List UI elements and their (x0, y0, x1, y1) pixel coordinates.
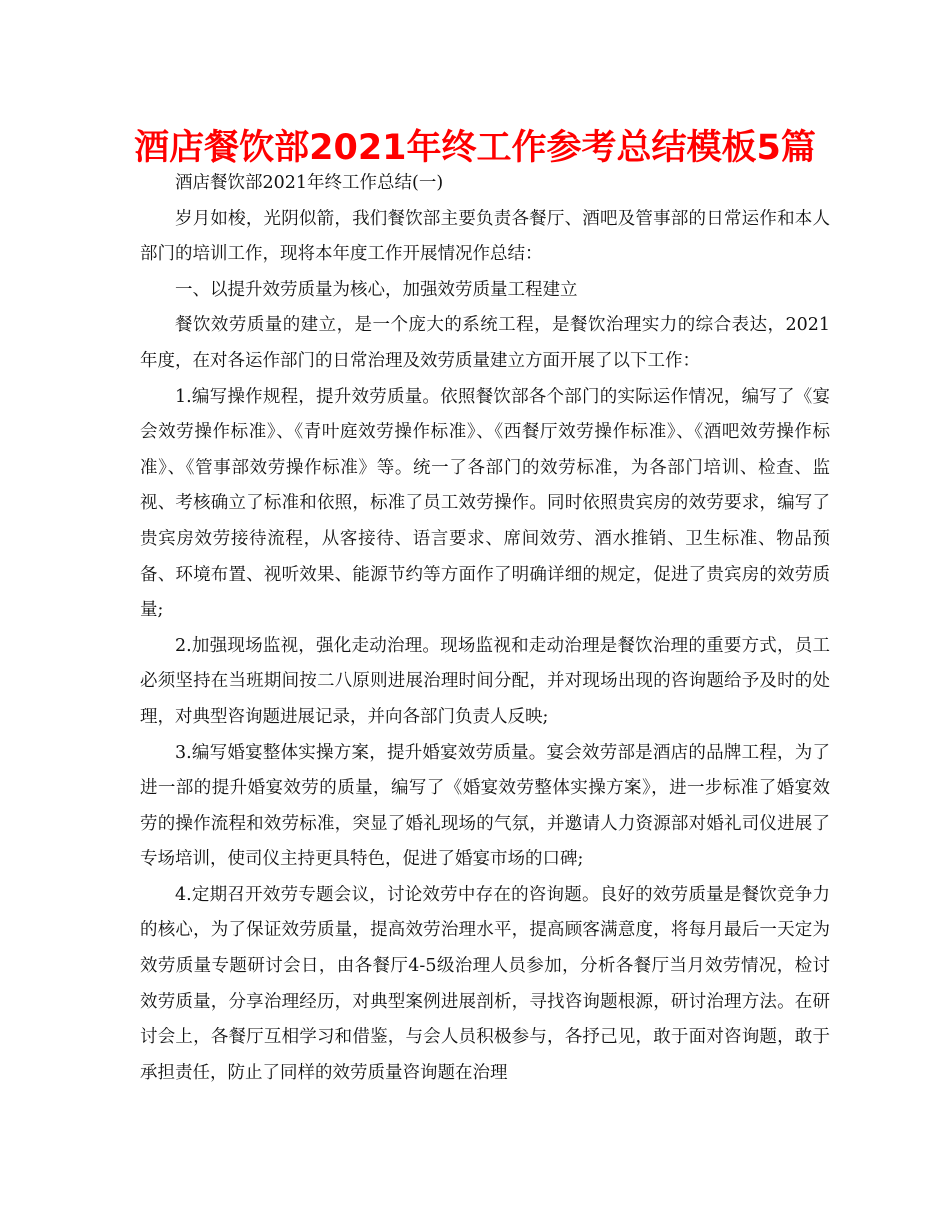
subtitle-paragraph: 酒店餐饮部2021年终工作总结(一) (175, 173, 444, 193)
body-paragraph: 餐饮效劳质量的建立，是一个庞大的系统工程，是餐饮治理实力的综合表达，2021年度，在对各运作部门的日常治理及效劳质量建立方面开展了以下工作： (140, 315, 830, 371)
body-paragraph: 2.加强现场监视，强化走动治理。现场监视和走动治理是餐饮治理的重要方式，员工必须坚持在当班期间按二八原则进展治理时间分配，并对现场出现的咨询题给予及时的处理，对典型咨询题进展记录，并向各部门负责人反映; (140, 635, 830, 727)
intro-paragraph: 岁月如梭，光阴似箭，我们餐饮部主要负责各餐厅、酒吧及管事部的日常运作和本人部门的培训工作，现将本年度工作开展情况作总结： (140, 208, 830, 265)
document-body (140, 166, 830, 1091)
section-heading: 一、以提升效劳质量为核心，加强效劳质量工程建立 (175, 279, 578, 300)
body-paragraph: 4.定期召开效劳专题会议，讨论效劳中存在的咨询题。良好的效劳质量是餐饮竞争力的核心，为了保证效劳质量，提高效劳治理水平，提高顾客满意度，将每月最后一天定为效劳质量专题研讨会日，由各餐厅4-5级治理人员参加，分析各餐厅当月效劳情况，检讨效劳质量，分享治理经历，对典型案例进展剖析，寻找咨询题根源，研讨治理方法。在研讨会上，各餐厅互相学习和借鉴，与会人员积极参与，各抒己见，敢于面对咨询题，敢于承担责任，防止了同样的效劳质量咨询题在治理 (140, 884, 830, 1083)
body-paragraph: 3.编写婚宴整体实操方案，提升婚宴效劳质量。宴会效劳部是酒店的品牌工程，为了进一部的提升婚宴效劳的质量，编写了《婚宴效劳整体实操方案》，进一步标准了婚宴效劳的操作流程和效劳标准，突显了婚礼现场的气氛，并邀请人力资源部对婚礼司仪进展了专场培训，使司仪主持更具特色，促进了婚宴市场的口碑; (140, 742, 830, 870)
document-title: 酒店餐饮部2021年终工作参考总结模板5篇 (134, 128, 816, 168)
body-paragraph: 1.编写操作规程，提升效劳质量。依照餐饮部各个部门的实际运作情况，编写了《宴会效劳操作标准》、《青叶庭效劳操作标准》、《西餐厅效劳操作标准》、《酒吧效劳操作标准》、《管事部效劳操作标准》等。统一了各部门的效劳标准，为各部门培训、检查、监视、考核确立了标准和依照，标准了员工效劳操作。同时依照贵宾房的效劳要求，编写了贵宾房效劳接待流程，从客接待、语言要求、席间效劳、酒水推销、卫生标准、物品预备、环境布置、视听效果、能源节约等方面作了明确详细的规定，促进了贵宾房的效劳质量; (140, 386, 830, 621)
